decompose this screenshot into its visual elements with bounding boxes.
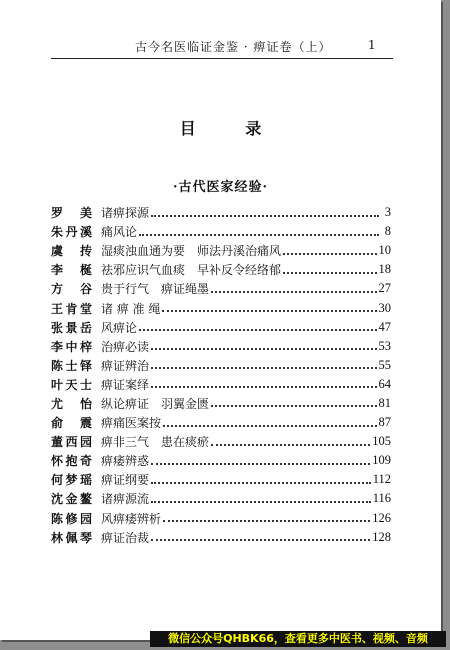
toc-entry-title: 痹证治裁 [101,530,150,545]
toc-dot-leader [151,215,379,217]
toc-entry[interactable] [51,432,391,451]
toc-entry-title: 诸痹源流 [101,492,150,507]
toc-entry[interactable] [51,241,391,260]
toc-dot-leader [211,444,370,446]
toc-entry-author: 何梦瑶 [51,473,92,488]
toc-dot-leader [162,310,376,312]
toc-entry-author: 陈修园 [51,511,92,526]
toc-entry-title: 祛邪应识气血痰 早补反令经络郁 [101,263,282,278]
toc-entry-author: 朱丹溪 [51,225,92,240]
toc-dot-leader [211,291,376,293]
toc-dot-leader [151,482,371,484]
toc-entry[interactable] [51,394,391,413]
toc-entry-page: 10 [378,243,391,258]
toc-entry-page: 47 [378,319,391,334]
toc-dot-leader [283,253,376,255]
section-heading: ·古代医家经验· [172,180,269,195]
toc-entry-page: 30 [378,300,391,315]
toc-dot-leader [151,539,370,541]
toc-entry-page: 81 [378,395,391,410]
toc-entry-page: 109 [372,453,391,468]
toc-entry[interactable] [51,203,391,222]
toc-dot-leader [151,367,376,369]
toc-entry-title: 治痹必读 [101,339,150,354]
toc-entry-author: 叶天士 [51,377,92,392]
toc-entry-page: 116 [372,491,391,506]
watermark-banner: 微信公众号QHBK66，查看更多中医书、视频、音频 [150,631,446,647]
toc-entry-author: 俞 震 [51,416,92,431]
running-head: 古今名医临证金鉴 · 痹证卷（上） [135,40,332,54]
toc-dot-leader [151,386,376,388]
toc-entry-title: 诸 痹 准 绳 [101,301,161,316]
toc-entry-title: 痹痛医案按 [101,416,162,431]
toc-entry-title: 痹痿辨惑 [101,454,150,469]
toc-entry-title: 贵于行气 痹证绳墨 [101,282,210,297]
toc-entry-page: 27 [378,281,391,296]
toc-entry-author: 张景岳 [51,320,92,335]
toc-entry-page: 64 [378,376,391,391]
toc-entry[interactable] [51,298,391,317]
toc-entry[interactable] [51,222,391,241]
toc-dot-leader [283,272,376,274]
toc-entry-page: 87 [378,415,391,430]
toc-entry[interactable] [51,489,391,508]
toc-entry-title: 风痹论 [101,320,138,335]
toc-dot-leader [151,463,370,465]
toc-entry-title: 痹证辨治 [101,358,150,373]
toc-entry-title: 痛风论 [101,225,138,240]
toc-entry-page: 112 [372,472,391,487]
toc-entry[interactable] [51,260,391,279]
toc-entry[interactable] [51,337,391,356]
toc-entry-page: 18 [378,262,391,277]
toc-entry-page: 105 [372,434,391,449]
toc-entry-title: 痹非三气 患在痰瘀 [101,435,210,450]
toc-entry-author: 林佩琴 [51,530,92,545]
toc-entry-title: 湿痰浊血通为要 师法丹溪治痛风 [101,244,282,259]
toc-entry-page: 128 [372,529,391,544]
toc-entry-page: 53 [378,338,391,353]
toc-entry-author: 怀抱奇 [51,454,92,469]
toc-entry-author: 陈士铎 [51,358,92,373]
toc-dot-leader [211,405,376,407]
toc-entry[interactable] [51,356,391,375]
toc-entry[interactable] [51,279,391,298]
toc-entry-title: 风痹痿辨析 [101,511,162,526]
toc-entry[interactable] [51,509,391,528]
toc-list [51,203,391,547]
toc-dot-leader [163,425,376,427]
toc-entry[interactable] [51,318,391,337]
toc-dot-leader [163,520,370,522]
toc-entry-author: 虞 抟 [51,244,92,259]
toc-entry-author: 罗 美 [51,206,92,221]
toc-dot-leader [139,234,379,236]
toc-entry-page: 8 [384,224,391,239]
page-number: 1 [368,38,376,52]
toc-entry-title: 痹证纲要 [101,473,150,488]
toc-title: 目 录 [179,119,284,138]
toc-entry-author: 董西园 [51,435,92,450]
header-rule [51,58,393,59]
toc-entry-page: 126 [372,510,391,525]
toc-entry-page: 3 [384,205,391,220]
toc-entry[interactable] [51,528,391,547]
toc-entry-title: 痹证案绎 [101,377,150,392]
toc-dot-leader [151,501,371,503]
toc-entry-author: 李 梴 [51,263,92,278]
toc-entry[interactable] [51,470,391,489]
toc-dot-leader [139,329,376,331]
toc-entry[interactable] [51,451,391,470]
toc-entry-author: 尤 怡 [51,396,92,411]
toc-entry-author: 沈金鳌 [51,492,92,507]
toc-entry[interactable] [51,375,391,394]
toc-entry-page: 55 [378,357,391,372]
toc-entry-title: 纵论痹证 羽翼金匮 [101,396,210,411]
toc-entry-author: 李中梓 [51,339,92,354]
toc-entry-title: 诸痹探源 [101,206,150,221]
toc-dot-leader [151,348,376,350]
toc-entry-author: 方 谷 [51,282,92,297]
toc-entry-author: 王肯堂 [51,301,92,316]
toc-entry[interactable] [51,413,391,432]
